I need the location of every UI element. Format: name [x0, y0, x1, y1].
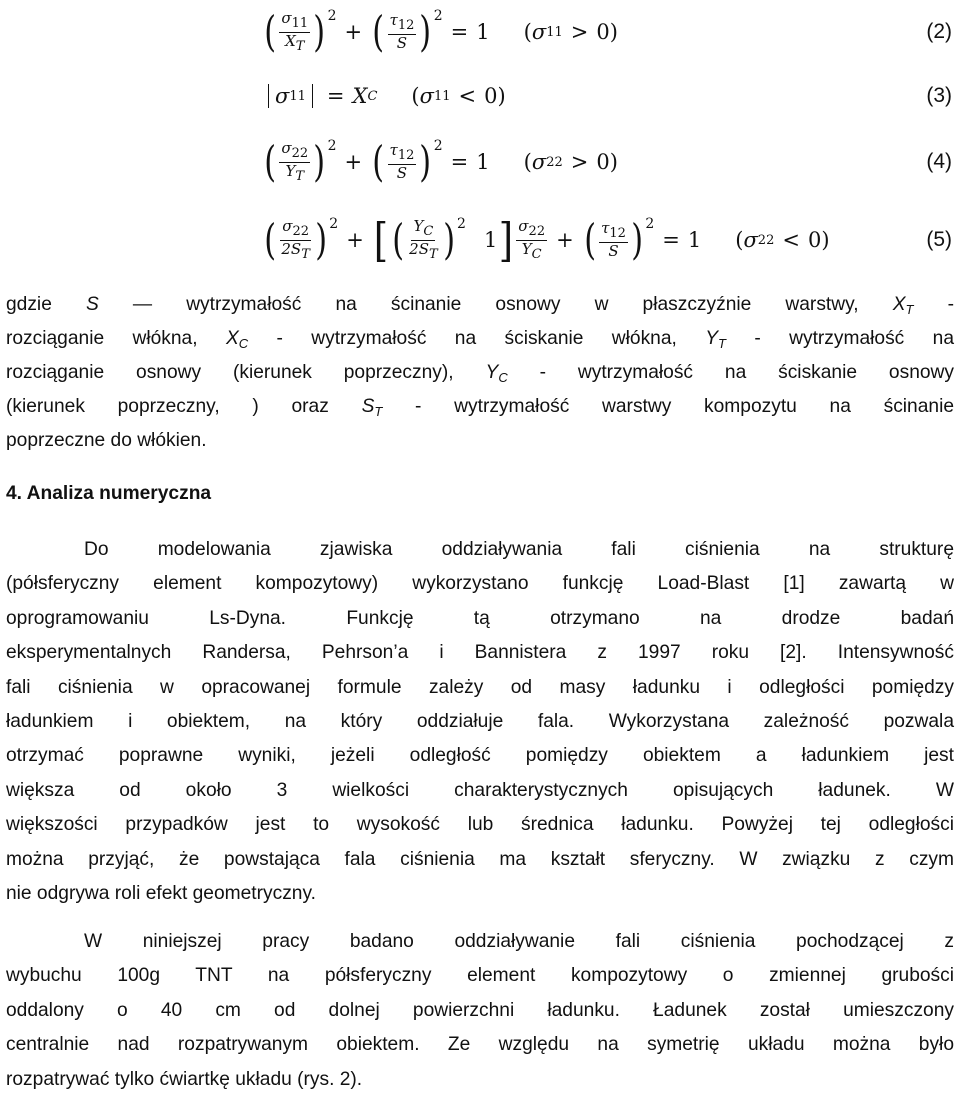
fraction: $\frac{YC}{2ST}$: [409, 216, 438, 262]
fraction: $\frac{\tau 12}{S}$: [389, 11, 415, 52]
paragraph-line: nie odgrywa roli efekt geometryczny.: [6, 883, 316, 904]
equation-number: (4): [926, 150, 952, 173]
paragraph-line: fali ciśnienia w opracowanej formule zależy od masy ładunku i odległości pomiędzy: [6, 676, 954, 698]
equation-3: [0, 68, 960, 124]
paragraph-line: wybuchu 100g TNT na półsferyczny element kompozytowy o zmiennej grubości: [6, 965, 954, 987]
definition-line: poprzeczne do włókien.: [6, 430, 207, 451]
equation-3-body: σ 11 = X C ( σ 11 < 0 ): [262, 68, 506, 124]
equation-2: [0, 4, 960, 60]
fraction: $\frac{\sigma 22}{YC}$: [518, 216, 546, 262]
paragraph-line: Do modelowania zjawiska oddziaływania fali ciśnienia na strukturę: [84, 539, 954, 560]
definition-line: gdzie S — wytrzymałość na ścinanie osnowy w płaszczyźnie warstwy, $X_T$ -: [6, 294, 954, 317]
equation-4: [0, 134, 960, 190]
definition-line: (kierunek poprzeczny, ) oraz $S_T$ - wytrzymałość warstwy kompozytu na ścinanie: [6, 396, 955, 419]
fraction: $\frac{\sigma 22}{2ST}$: [281, 216, 310, 262]
paragraph-line: rozpatrywać tylko ćwiartkę układu (rys. 2).: [6, 1068, 363, 1090]
fraction: $\frac{\tau 12}{S}$: [601, 219, 626, 260]
paragraph-line: (półsferyczny element kompozytowy) wykorzystano funkcję Load-Blast [1] zawartą w: [6, 573, 954, 595]
equation-number: (3): [926, 84, 952, 107]
definition-line: rozciąganie włókna, $X_C$ - wytrzymałość na ściskanie włókna, $Y_T$ - wytrzymałość na: [6, 328, 954, 351]
paragraph-line: oddalony o 40 cm od dolnej powierzchni ładunku. Ładunek został umieszczony: [6, 999, 954, 1021]
equation-5: [0, 212, 960, 268]
paragraph-line: eksperymentalnych Randersa, Pehrson’a i Bannistera z 1997 roku [2]. Intensywność: [6, 642, 954, 664]
paragraph-line: oprogramowaniu Ls-Dyna. Funkcję tą otrzymano na drodze badań: [6, 607, 954, 629]
section-heading: 4. Analiza numeryczna: [6, 483, 212, 504]
paragraph-line: ładunkiem i obiektem, na który oddziałuje fala. Wykorzystana zależność pozwala: [6, 711, 954, 732]
fraction: $\frac{\sigma 11}{XT}$: [281, 8, 309, 54]
paragraph-line: centralnie nad rozpatrywanym obiektem. Ze względu na symetrię układu można było: [6, 1034, 954, 1056]
paragraph-line: W niniejszej pracy badano oddziaływanie fali ciśnienia pochodzącej z: [84, 931, 954, 952]
paragraph-line: większa od około 3 wielkości charakterystycznych opisujących ładunek. W: [6, 779, 954, 801]
paragraph-line: większości przypadków jest to wysokość lub średnica ładunku. Powyżej tej odległości: [6, 814, 954, 836]
equation-number: (2): [926, 20, 952, 43]
fraction: $\frac{\tau 12}{S}$: [389, 141, 415, 182]
equation-4-body: ( $\frac{\sigma 22}{YT}$ ) 2 + ( $\frac{\tau 12}{S}$ ) 2 = 1 ( σ 22 > 0 ): [264, 137, 618, 186]
equation-number: (5): [926, 228, 952, 251]
definition-line: rozciąganie osnowy (kierunek poprzeczny), $Y_C$ - wytrzymałość na ściskanie osnowy: [6, 362, 954, 385]
equation-5-body: ( $\frac{\sigma 22}{2ST}$ ) 2 + [ ( $\frac{YC}{2ST}$ ) 2 1 ] $\frac{\sigma 22}{YC}$ + ( $\frac{\tau 12}{S}$ ) 2 = 1 ( σ 22 < 0 ): [264, 213, 830, 267]
equation-2-body: ( $\frac{\sigma 11}{XT}$ ) 2 + ( $\frac{\tau 12}{S}$ ) 2 = 1 ( σ 11 > 0 ): [264, 7, 618, 56]
paragraph-line: można przyjąć, że powstająca fala ciśnienia ma kształt sferyczny. W związku z czym: [6, 848, 954, 870]
fraction: $\frac{\sigma 22}{YT}$: [281, 138, 309, 184]
paragraph-line: otrzymać poprawne wyniki, jeżeli odległość pomiędzy obiektem a ładunkiem jest: [6, 745, 954, 767]
